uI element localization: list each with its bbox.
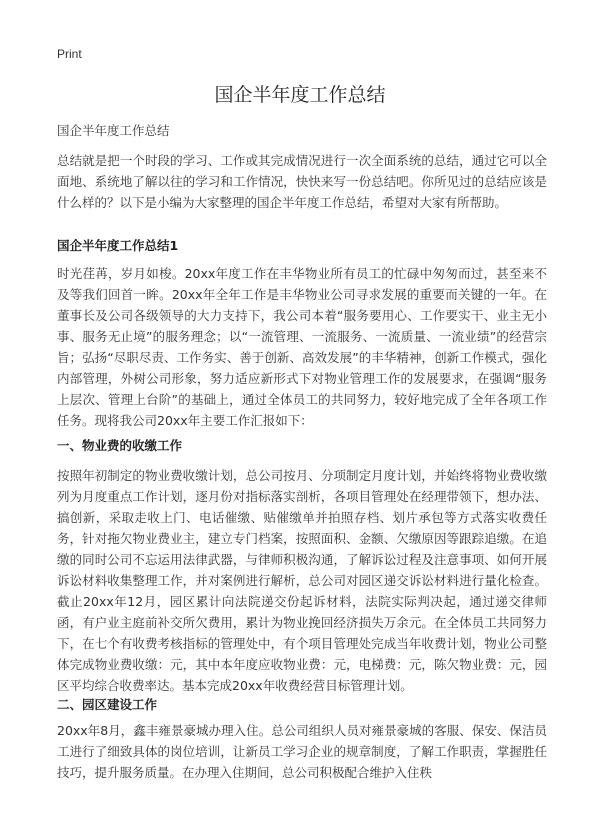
document-subtitle: 国企半年度工作总结 (57, 123, 170, 138)
print-label[interactable]: Print (57, 47, 82, 61)
section1-paragraph: 按照年初制定的物业费收缴计划，总公司按月、分项制定月度计划，并始终将物业费收缴列为月度重点工作计划，逐月份对指标落实剖析，各项目管理处在经理带领下，想办法、搞创新，采取走收上门、电话催缴、贴催缴单并拍照存档、划片承包等方式落实收费任务，针对拖欠物业费业主，建立专门档案，按照面积、金额、欠缴原因等跟踪追缴。在追缴的同时公司不忘运用法律武器，与律师积极沟通，了解诉讼过程及注意事项、如何开展诉讼材料收集整理工作，并对案例进行解析，总公司对园区递交诉讼材料进行量化检查。截止20xx年12月，园区累计向法院递交份起诉材料，法院实际判决起，通过递交律师函，有户业主庭前补交所欠费用，累计为物业挽回经济损失万余元。在全体员工共同努力下，在七个有收费考核指标的管理处中，有个项目管理处完成当年收费计划，物业公司整体完成物业费收缴：元，其中本年度应收物业费：元，电梯费：元，陈欠物业费：元，园区平均综合收费率达。基本完成20xx年收费经营目标管理计划。 (57, 468, 547, 693)
intro-paragraph: 总结就是把一个时段的学习、工作或其完成情况进行一次全面系统的总结，通过它可以全面地、系统地了解以往的学习和工作情况，快快来写一份总结吧。你所见过的总结应该是什么样的？以下是小编为大家整理的国企半年度工作总结，希望对大家有所帮助。 (57, 153, 547, 210)
summary1-heading: 国企半年度工作总结1 (57, 238, 179, 253)
summary1-paragraph: 时光荏苒，岁月如梭。20xx年度工作在丰华物业所有员工的忙碌中匆匆而过，甚至来不及等我们回首一眸。20xx年全年工作是丰华物业公司寻求发展的重要而关键的一年。在董事长及公司各级领导的大力支持下，我公司本着“服务要用心、工作要实干、业主无小事、服务无止境”的服务理念；以“一流管理、一流服务、一流质量、一流业绩”的经营宗旨；弘扬“尽职尽责、工作务实、善于创新、高效发展”的丰华精神，创新工作模式，强化内部管理，外树公司形象，努力适应新形式下对物业管理工作的发展要求，在强调“服务上层次、管理上台阶”的基础上，通过全体员工的共同努力，较好地完成了全年各项工作任务。现将我公司20xx年主要工作汇报如下： (57, 266, 547, 428)
page-title: 国企半年度工作总结 (214, 84, 386, 106)
section2-heading: 二、园区建设工作 (57, 697, 158, 712)
section1-heading: 一、物业费的收缴工作 (57, 438, 183, 453)
section2-paragraph: 20xx年8月，鑫丰雍景豪城办理入住。总公司组织人员对雍景豪城的客服、保安、保洁员工进行了细致具体的岗位培训，让新员工学习企业的规章制度，了解工作职责，掌握胜任技巧，提升服务质量。在办理入住期间，总公司积极配合维护入住秩 (57, 723, 547, 780)
